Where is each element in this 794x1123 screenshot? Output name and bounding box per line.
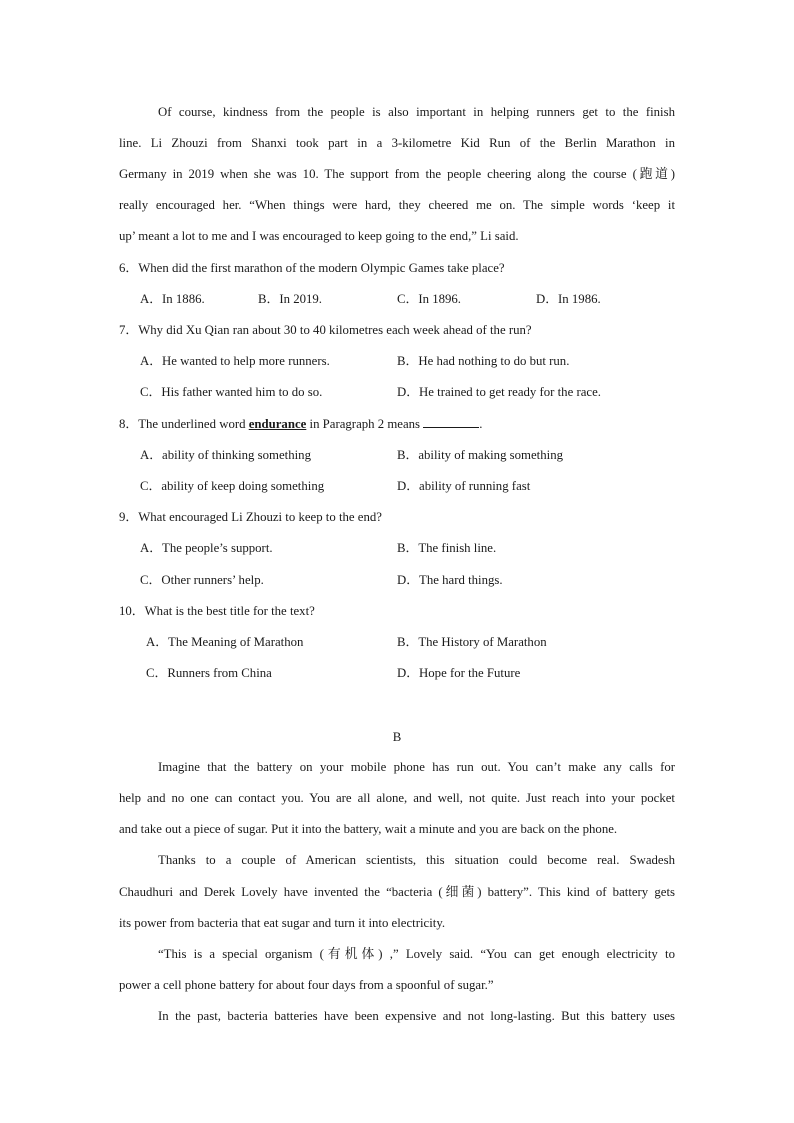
passage-b-line-7: “This is a special organism (有机体) ,” Lovely said. “You can get enough electricity to bbox=[158, 947, 675, 961]
question-8-option-b[interactable]: B．ability of making something bbox=[397, 448, 563, 462]
question-7-option-b[interactable]: B．He had nothing to do but run. bbox=[397, 354, 570, 368]
question-8-stem-after: in Paragraph 2 means bbox=[306, 417, 424, 431]
question-8-stem bbox=[119, 416, 675, 432]
question-10-option-b[interactable]: B．The History of Marathon bbox=[397, 635, 547, 649]
question-8-option-d[interactable]: D．ability of running fast bbox=[397, 479, 531, 493]
question-8-option-a[interactable]: A．ability of thinking something bbox=[140, 448, 311, 462]
passage-a-line-5: up’ meant a lot to me and I was encouraged to keep going to the end,” Li said. bbox=[119, 229, 519, 243]
passage-b-line-2: help and no one can contact you. You are all alone, and well, not quite. Just reach into your pocket bbox=[119, 791, 675, 805]
question-9-option-c[interactable]: C．Other runners’ help. bbox=[140, 573, 264, 587]
passage-b-line-8: power a cell phone battery for about four days from a spoonful of sugar.” bbox=[119, 978, 494, 992]
question-8-stem-before: 8．The underlined word bbox=[119, 417, 249, 431]
passage-b-line-9: In the past, bacteria batteries have been expensive and not long-lasting. But this battery uses bbox=[158, 1009, 675, 1023]
question-6-option-c[interactable]: C．In 1896. bbox=[397, 292, 461, 306]
question-6-option-b[interactable]: B．In 2019. bbox=[258, 292, 322, 306]
passage-b-line-3: and take out a piece of sugar. Put it into the battery, wait a minute and you are back on the phone. bbox=[119, 822, 618, 836]
passage-b-line-4: Thanks to a couple of American scientists, this situation could become real. Swadesh bbox=[158, 853, 675, 867]
question-6-option-a[interactable]: A．In 1886. bbox=[140, 292, 205, 306]
question-7-option-a[interactable]: A．He wanted to help more runners. bbox=[140, 354, 330, 368]
question-9-option-b[interactable]: B．The finish line. bbox=[397, 541, 497, 555]
question-7-stem: 7．Why did Xu Qian ran about 30 to 40 kilometres each week ahead of the run? bbox=[119, 323, 532, 337]
passage-b-line-5: Chaudhuri and Derek Lovely have invented the “bacteria (细菌) battery”. This kind of battery gets bbox=[119, 885, 675, 899]
question-10-option-a[interactable]: A．The Meaning of Marathon bbox=[146, 635, 304, 649]
section-b-heading: B bbox=[392, 730, 402, 744]
passage-a-line-1: Of course, kindness from the people is also important in helping runners get to the finish bbox=[158, 105, 675, 119]
passage-b-line-1: Imagine that the battery on your mobile phone has run out. You can’t make any calls for bbox=[158, 760, 675, 774]
question-8-option-c[interactable]: C．ability of keep doing something bbox=[140, 479, 325, 493]
question-7-option-c[interactable]: C．His father wanted him to do so. bbox=[140, 385, 323, 399]
question-10-stem: 10．What is the best title for the text? bbox=[119, 604, 315, 618]
passage-a-line-4: really encouraged her. “When things were hard, they cheered me on. The simple words ‘keep it bbox=[119, 198, 675, 212]
question-9-option-a[interactable]: A．The people’s support. bbox=[140, 541, 273, 555]
answer-blank bbox=[423, 416, 479, 428]
question-9-option-d[interactable]: D．The hard things. bbox=[397, 573, 503, 587]
passage-a-line-3: Germany in 2019 when she was 10. The support from the people cheering along the course (跑道) bbox=[119, 167, 675, 181]
question-7-option-d[interactable]: D．He trained to get ready for the race. bbox=[397, 385, 601, 399]
question-6-option-d[interactable]: D．In 1986. bbox=[536, 292, 601, 306]
passage-a-line-2: line. Li Zhouzi from Shanxi took part in a 3-kilometre Kid Run of the Berlin Marathon in bbox=[119, 136, 675, 150]
passage-b-line-6: its power from bacteria that eat sugar and turn it into electricity. bbox=[119, 916, 446, 930]
question-6-stem: 6．When did the first marathon of the modern Olympic Games take place? bbox=[119, 261, 505, 275]
question-10-option-d[interactable]: D．Hope for the Future bbox=[397, 666, 521, 680]
question-8-stem-end: . bbox=[479, 417, 483, 431]
question-10-option-c[interactable]: C．Runners from China bbox=[146, 666, 272, 680]
question-9-stem: 9．What encouraged Li Zhouzi to keep to the end? bbox=[119, 510, 382, 524]
underlined-word-endurance: endurance bbox=[248, 417, 307, 431]
